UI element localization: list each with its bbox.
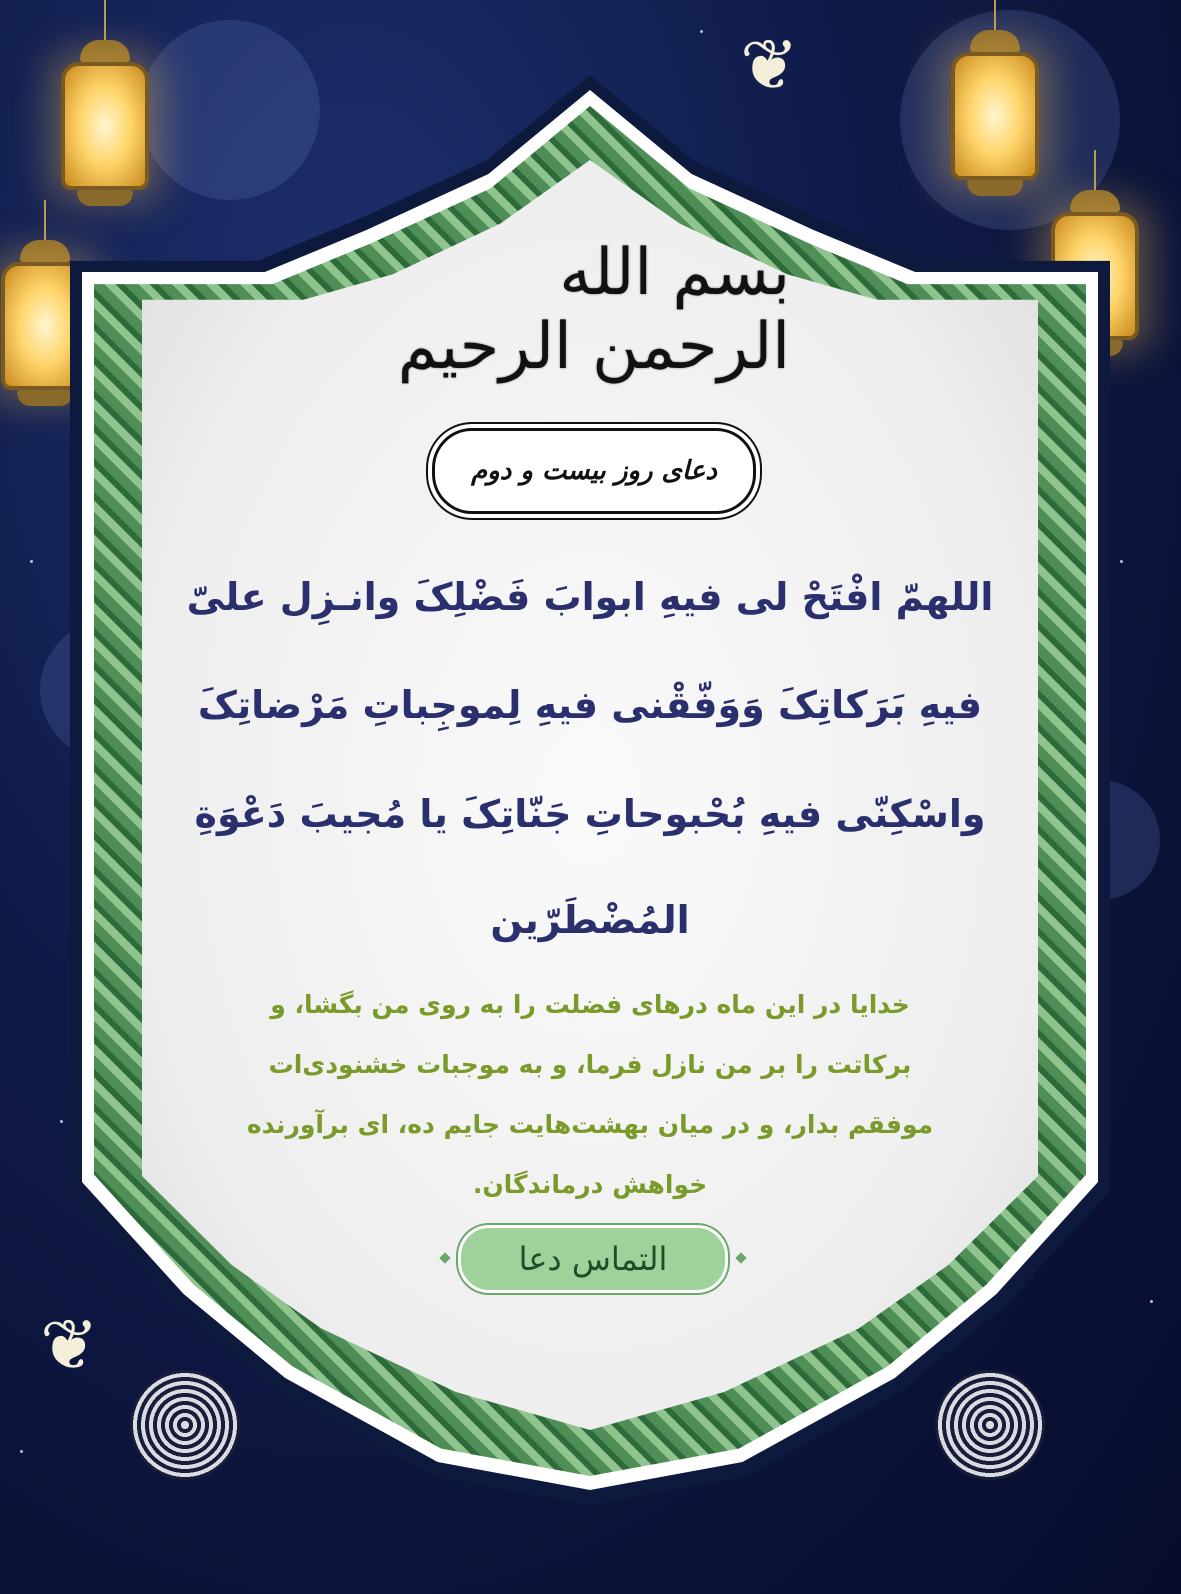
butterfly-icon: ❦ [40, 1304, 99, 1386]
arabic-line-2: فیهِ بَرَکاتِکَ وَوَفّقْنی فیهِ لِموجِباتِ مَرْضاتِکَ [197, 683, 983, 727]
translation-line-1: خدایا در این ماه درهای فضلت را به روی من بگشا، و [270, 990, 910, 1019]
arabic-line-1: اللهمّ افْتَحْ لی فیهِ ابوابَ فَضْلِکَ وانـزِل علیّ [186, 575, 994, 619]
closing-badge [458, 1225, 728, 1293]
closing-text: التماس دعا [518, 1240, 668, 1278]
butterfly-icon: ❦ [740, 24, 799, 106]
translation-text [180, 975, 1000, 1215]
title-text: دعای روز بیست و دوم [471, 456, 717, 486]
bismillah-calligraphy: بسم الله الرحمن الرحیم [397, 236, 790, 384]
title-banner [432, 428, 756, 514]
translation-line-4: خواهش درماندگان. [472, 1170, 708, 1199]
translation-line-2: برکاتت را بر من نازل فرما، و به موجبات خشنودی‌ات [268, 1050, 912, 1079]
arabic-line-4: المُضْطَرّین [490, 898, 690, 942]
translation-line-3: موفقم بدار، و در میان بهشت‌هایت جایم ده، ای برآورنده [246, 1110, 934, 1139]
arabic-line-3: واسْکِنّی فیهِ بُحْبوحاتِ جَنّاتِکَ یا مُجیبَ دَعْوَةِ [194, 792, 986, 836]
